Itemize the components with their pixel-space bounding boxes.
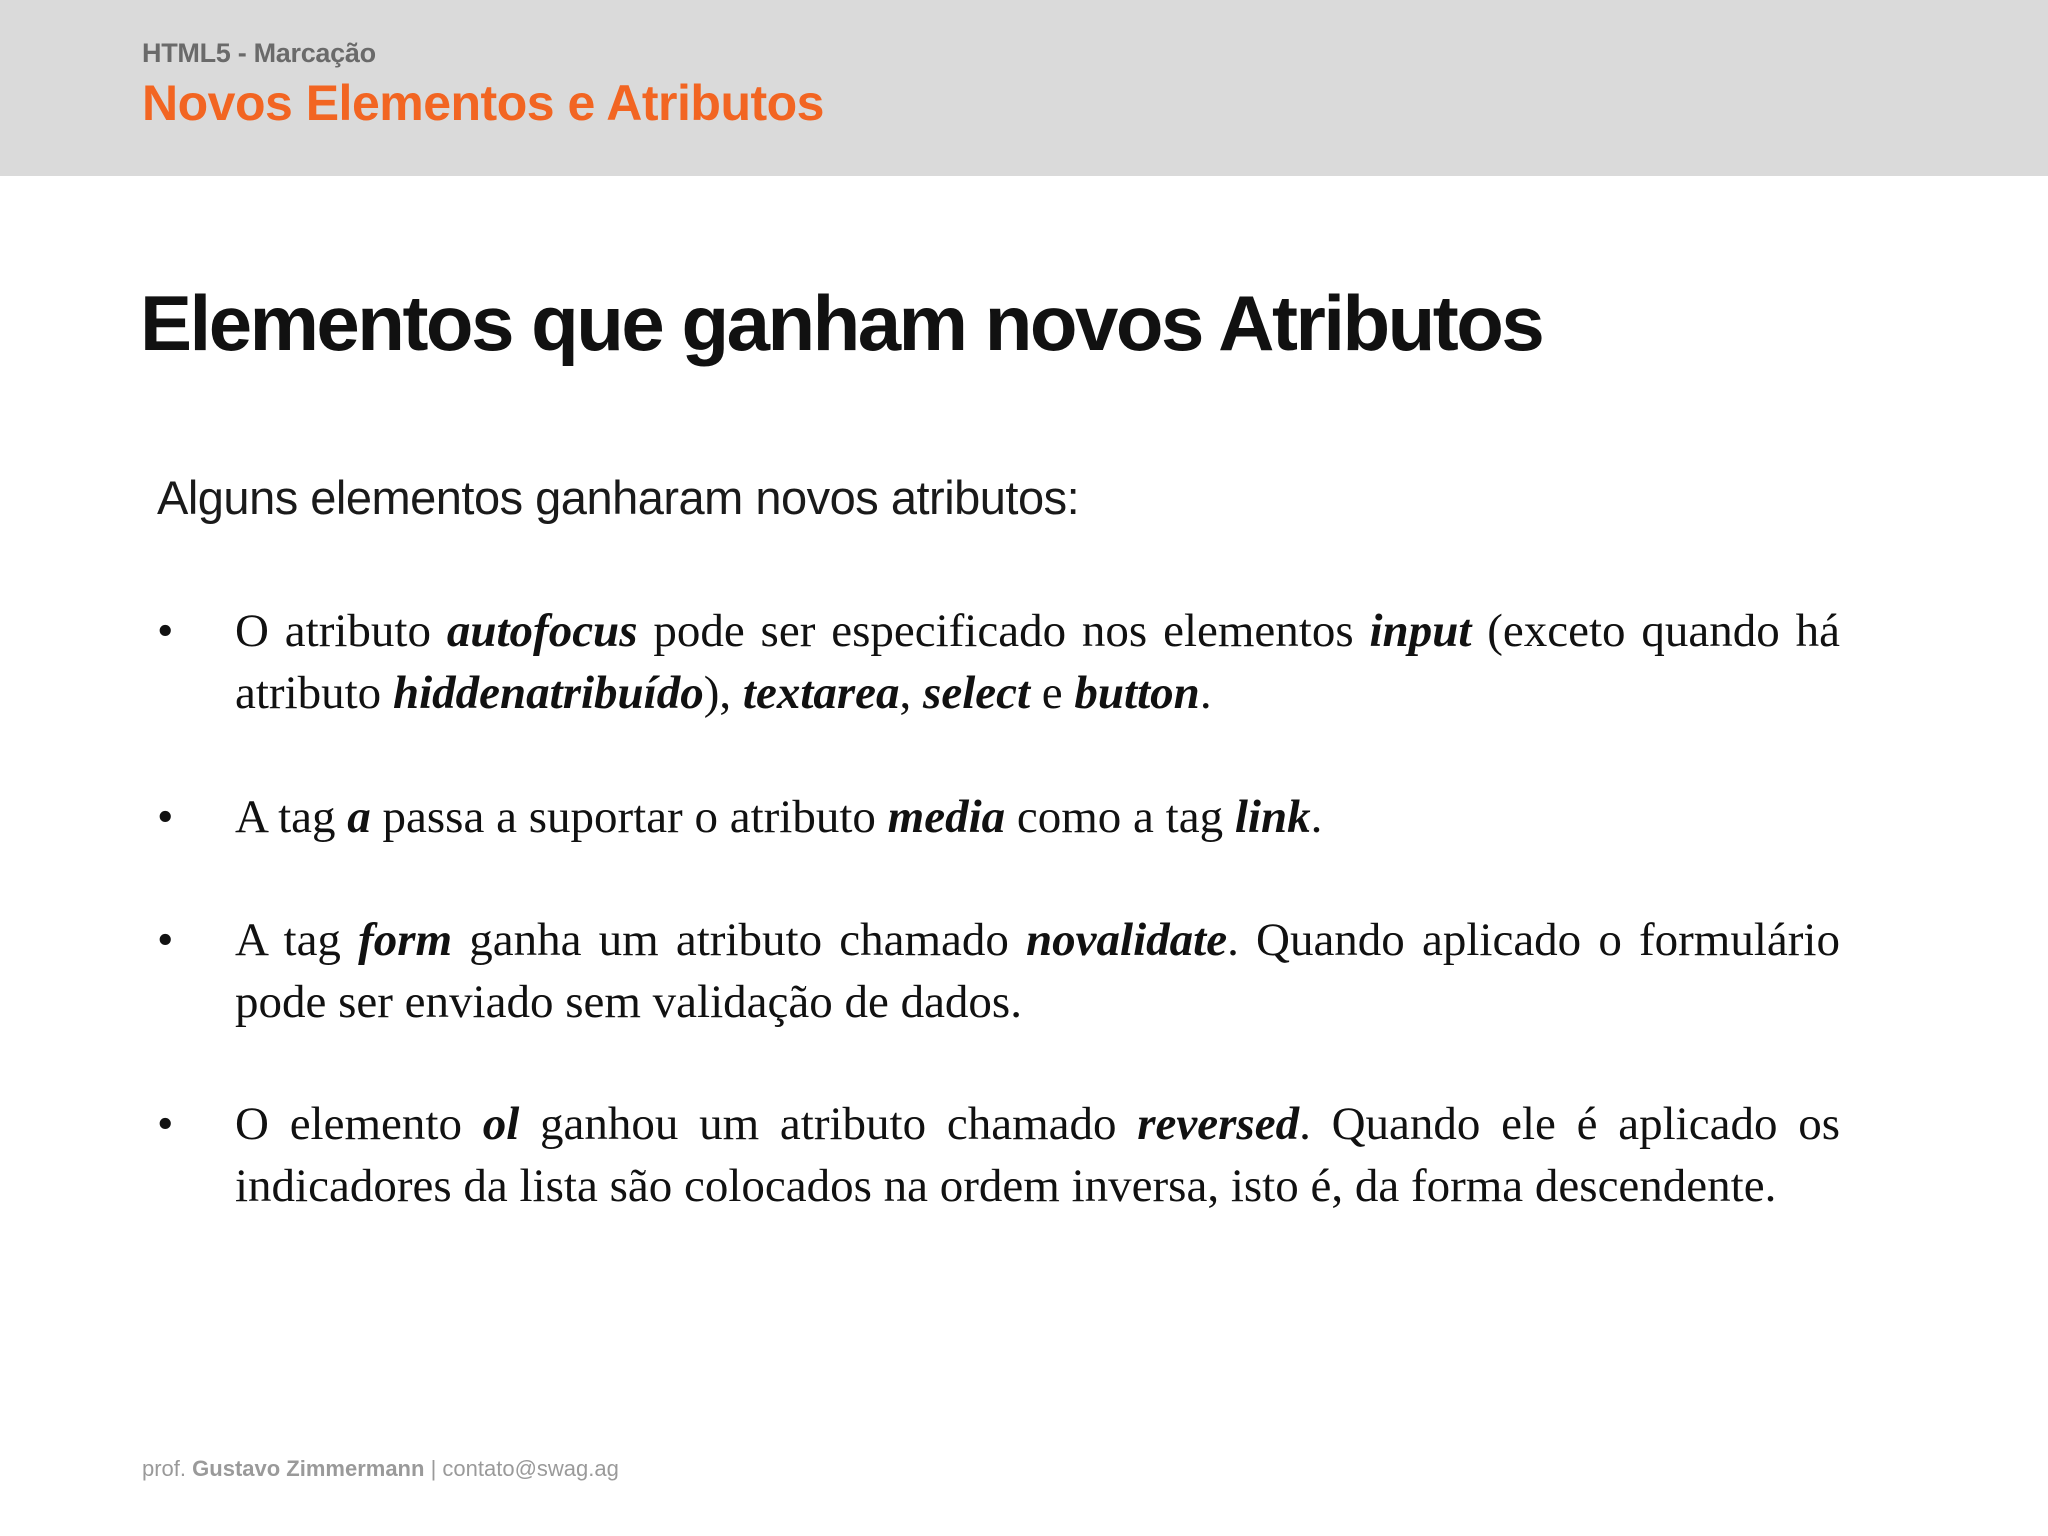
keyword-emphasis: form bbox=[358, 914, 453, 966]
footer-prefix: prof. bbox=[142, 1456, 187, 1481]
footer-author: Gustavo Zimmermann bbox=[192, 1456, 425, 1481]
keyword-emphasis: ol bbox=[482, 1098, 520, 1150]
keyword-emphasis: link bbox=[1234, 791, 1311, 843]
bullet-icon: • bbox=[157, 605, 174, 657]
keyword-emphasis: input bbox=[1369, 605, 1472, 657]
keyword-emphasis: novalidate bbox=[1026, 914, 1228, 966]
footer-contact: contato@swag.ag bbox=[442, 1456, 619, 1481]
bullet-icon: • bbox=[157, 791, 174, 843]
keyword-emphasis: media bbox=[887, 791, 1006, 843]
bullet-text: O elemento ol ganhou um atributo chamado reversed. Quando ele é aplicado os indicadores da lista são colocados na ordem inversa, isto é, da forma descendente. bbox=[235, 1098, 1840, 1212]
keyword-emphasis: reversed bbox=[1137, 1098, 1300, 1150]
keyword-emphasis: hiddenatribuído bbox=[392, 667, 704, 719]
bullet-text: A tag a passa a suportar o atributo media como a tag link. bbox=[235, 791, 1323, 843]
bullet-text: A tag form ganha um atributo chamado novalidate. Quando aplicado o formulário pode ser enviado sem validação de dados. bbox=[235, 914, 1840, 1028]
keyword-emphasis: button bbox=[1074, 667, 1200, 719]
intro-text: Alguns elementos ganharam novos atributos: bbox=[157, 471, 1080, 524]
keyword-emphasis: autofocus bbox=[446, 605, 638, 657]
bullet-icon: • bbox=[157, 914, 174, 966]
slide-header bbox=[0, 0, 2048, 176]
section-title: Novos Elementos e Atributos bbox=[142, 75, 824, 131]
bullet-text: O atributo autofocus pode ser especificado nos elementos input (exceto quando há atributo hiddenatribuído), textarea, select e button. bbox=[235, 605, 1840, 719]
bullet-icon: • bbox=[157, 1098, 174, 1150]
keyword-emphasis: select bbox=[923, 667, 1031, 719]
footer-separator: | bbox=[430, 1456, 437, 1481]
keyword-emphasis: a bbox=[347, 791, 371, 843]
keyword-emphasis: textarea bbox=[742, 667, 900, 719]
section-label: HTML5 - Marcação bbox=[142, 38, 376, 68]
slide-title: Elementos que ganham novos Atributos bbox=[140, 279, 1543, 367]
slide-footer bbox=[142, 1456, 619, 1482]
